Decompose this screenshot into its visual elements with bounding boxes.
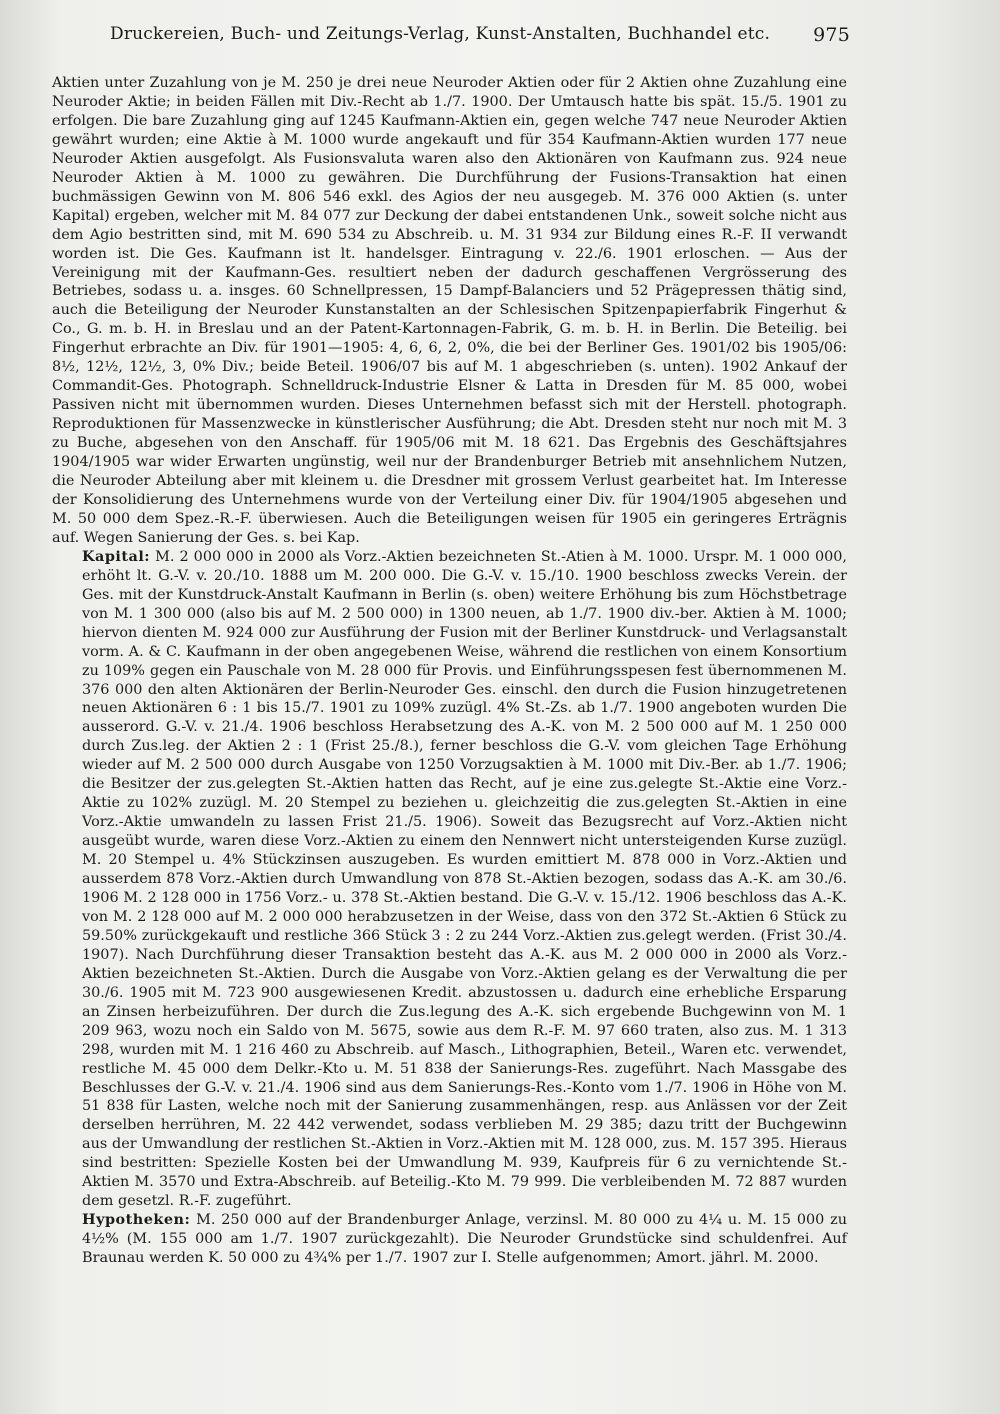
hypotheken-text: M. 250 000 auf der Brandenburger Anlage, verzinsl. M. 80 000 zu 4¼ u. M. 15 000 zu 4½% (M. 155 000 am 1./7. 1907 zurückgezahlt). Die Neuroder Grundstücke sind schuldenfrei. Auf Braunau werden K. 50 000 zu 4¾% per 1./7. 1907 zur I. Stelle aufgenommen; Amort. jährl. M. 2000. <box>82 1212 847 1267</box>
page-number: 975 <box>813 24 850 46</box>
kapital-label: Kapital: <box>82 547 151 565</box>
body-text <box>52 74 847 1268</box>
running-title: Druckereien, Buch- und Zeitungs-Verlag, Kunst-Anstalten, Buchhandel etc. <box>110 24 771 44</box>
page-header <box>110 24 850 48</box>
hypotheken-label: Hypotheken: <box>82 1211 191 1229</box>
paragraph-kapital <box>52 548 847 1211</box>
kapital-text: M. 2 000 000 in 2000 als Vorz.-Aktien bezeichneten St.-Atien à M. 1000. Urspr. M. 1 000 000, erhöht lt. G.-V. v. 20./10. 1888 um M. 200 000. Die G.-V. v. 15./10. 1900 beschloss zwecks Verein. der Ges. mit der Kunstdruck-Anstalt Kaufmann in Berlin (s. oben) weitere Erhöhung bis zum Höchstbetrage von M. 1 300 000 (also bis auf M. 2 500 000) in 1300 neuen, ab 1./7. 1900 div.-ber. Aktien à M. 1000; hiervon dienten M. 924 000 zur Ausführung der Fusion mit der Berliner Kunstdruck- und Verlagsanstalt vorm. A. & C. Kaufmann in der oben angegebenen Weise, während die restlichen von einem Konsortium zu 109% gegen ein Pauschale von M. 28 000 für Provis. und Einführungsspesen fest übernommenen M. 376 000 den alten Aktionären der Berlin-Neuroder Ges. einschl. den durch die Fusion hinzugetretenen neuen Aktionären 6 : 1 bis 15./7. 1901 zu 109% zuzügl. 4% St.-Zs. ab 1./7. 1900 angeboten wurden Die ausserord. G.-V. v. 21./4. 1906 beschloss Herabsetzung des A.-K. von M. 2 500 000 auf M. 1 250 000 durch Zus.leg. der Aktien 2 : 1 (Frist 25./8.), ferner beschloss die G.-V. vom gleichen Tage Erhöhung wieder auf M. 2 500 000 durch Ausgabe von 1250 Vorzugsaktien à M. 1000 mit Div.-Ber. ab 1./7. 1906; die Besitzer der zus.gelegten St.-Aktien hatten das Recht, auf je eine zus.gelegte St.-Aktie eine Vorz.-Aktie zu 102% zuzügl. M. 20 Stempel zu beziehen u. gleichzeitig die zus.gelegten St.-Aktien in eine Vorz.-Aktie umwandeln zu lassen Frist 21./5. 1906). Soweit das Bezugsrecht auf Vorz.-Aktien nicht ausgeübt wurde, waren diese Vorz.-Aktien zu einem den Nennwert nicht untersteigenden Kurse zuzügl. M. 20 Stempel u. 4% Stückzinsen auszugeben. Es wurden emittiert M. 878 000 in Vorz.-Aktien und ausserdem 878 Vorz.-Aktien durch Umwandlung von 878 St.-Aktien bezogen, sodass das A.-K. am 30./6. 1906 M. 2 128 000 in 1756 Vorz.- u. 378 St.-Aktien bestand. Die G.-V. v. 15./12. 1906 beschloss das A.-K. von M. 2 128 000 auf M. 2 000 000 herabzusetzen in der Weise, dass von den 372 St.-Aktien 6 Stück zu 59.50% zurückgekauft und restliche 366 Stück 3 : 2 zu 244 Vorz.-Aktien zus.gelegt werden. (Frist 30./4. 1907). Nach Durchführung dieser Transaktion besteht das A.-K. aus M. 2 000 000 in 2000 als Vorz.-Aktien bezeichneten St.-Aktien. Durch die Ausgabe von Vorz.-Aktien gelang es der Verwaltung die per 30./6. 1905 mit M. 723 900 ausgewiesenen Kredit. abzustossen u. dadurch eine erhebliche Ersparung an Zinsen herbeizuführen. Der durch die Zus.legung des A.-K. sich ergebende Buchgewinn von M. 1 209 963, wozu noch ein Saldo von M. 5675, sowie aus dem R.-F. M. 97 660 traten, also zus. M. 1 313 298, wurden mit M. 1 216 460 zu Abschreib. auf Masch., Lithographien, Beteil., Waren etc. verwendet, restliche M. 45 000 dem Delkr.-Kto u. M. 51 838 der Sanierungs-Res. zugeführt. Nach Massgabe des Beschlusses der G.-V. v. 21./4. 1906 sind aus dem Sanierungs-Res.-Konto vom 1./7. 1906 in Höhe von M. 51 838 für Lasten, welche noch mit der Sanierung zusammenhängen, resp. aus Anlässen vor der Zeit derselben herrühren, M. 22 442 verwendet, sodass verblieben M. 29 385; dazu tritt der Buchgewinn aus der Umwandlung der restlichen St.-Aktien in Vorz.-Aktien mit M. 128 000, zus. M. 157 395. Hieraus sind bestritten: Spezielle Kosten bei der Umwandlung M. 939, Kaufpreis für 6 zu vernichtende St.-Aktien M. 3570 und Extra-Abschreib. auf Beteilig.-Kto M. 79 999. Die verbleibenden M. 72 887 wurden dem gesetzl. R.-F. zugeführt. <box>82 548 847 1210</box>
paragraph-hypotheken <box>52 1211 847 1268</box>
paragraph-fusion: Aktien unter Zuzahlung von je M. 250 je drei neue Neuroder Aktien oder für 2 Aktien ohne Zuzahlung eine Neuroder Aktie; in beiden Fällen mit Div.-Recht ab 1./7. 1900. Der Umtausch hatte bis spät. 15./5. 1901 zu erfolgen. Die bare Zuzahlung ging auf 1245 Kaufmann-Aktien ein, gegen welche 747 neue Neuroder Aktien gewährt wurden; eine Aktie à M. 1000 wurde angekauft und für 354 Kaufmann-Aktien wurden 177 neue Neuroder Aktien ausgefolgt. Als Fusionsvaluta waren also den Aktionären von Kaufmann zus. 924 neue Neuroder Aktien à M. 1000 zu gewähren. Die Durchführung der Fusions-Transaktion hat einen buchmässigen Gewinn von M. 806 546 exkl. des Agios der neu ausgegeb. M. 376 000 Aktien (s. unter Kapital) ergeben, welcher mit M. 84 077 zur Deckung der dabei entstandenen Unk., soweit solche nicht aus dem Agio bestritten sind, mit M. 690 534 zu Abschreib. u. M. 31 934 zur Bildung eines R.-F. II verwandt worden ist. Die Ges. Kaufmann ist lt. handelsger. Eintragung v. 22./6. 1901 erloschen. — Aus der Vereinigung mit der Kaufmann-Ges. resultiert neben der dadurch geschaffenen Vergrösserung des Betriebes, sodass u. a. insges. 60 Schnellpressen, 15 Dampf-Balanciers und 52 Prägepressen thätig sind, auch die Beteiligung der Neuroder Kunstanstalten an der Schlesischen Spitzenpapierfabrik Fingerhut & Co., G. m. b. H. in Breslau und an der Patent-Kartonnagen-Fabrik, G. m. b. H. in Berlin. Die Beteilig. bei Fingerhut erbrachte an Div. für 1901—1905: 4, 6, 6, 2, 0%, die bei der Berliner Ges. 1901/02 bis 1905/06: 8½, 12½, 12½, 3, 0% Div.; beide Beteil. 1906/07 bis auf M. 1 abgeschrieben (s. unten). 1902 Ankauf der Commandit-Ges. Photograph. Schnelldruck-Industrie Elsner & Latta in Dresden für M. 85 000, wobei Passiven nicht mit übernommen wurden. Dieses Unternehmen befasst sich mit der Herstell. photograph. Reproduktionen für Massenzwecke in künstlerischer Ausführung; die Abt. Dresden steht nur noch mit M. 3 zu Buche, abgesehen von den Anschaff. für 1905/06 mit M. 18 621. Das Ergebnis des Geschäftsjahres 1904/1905 war wider Erwarten ungünstig, weil nur der Brandenburger Betrieb mit ansehnlichem Nutzen, die Neuroder Abteilung aber mit kleinem u. die Dresdner mit grossem Verlust gearbeitet hat. Im Interesse der Konsolidierung des Unternehmens wurde von der Verteilung einer Div. für 1904/1905 abgesehen und M. 50 000 dem Spez.-R.-F. überwiesen. Auch die Beteiligungen weisen für 1905 ein geringeres Erträgnis auf. Wegen Sanierung der Ges. s. bei Kap. <box>52 75 847 546</box>
